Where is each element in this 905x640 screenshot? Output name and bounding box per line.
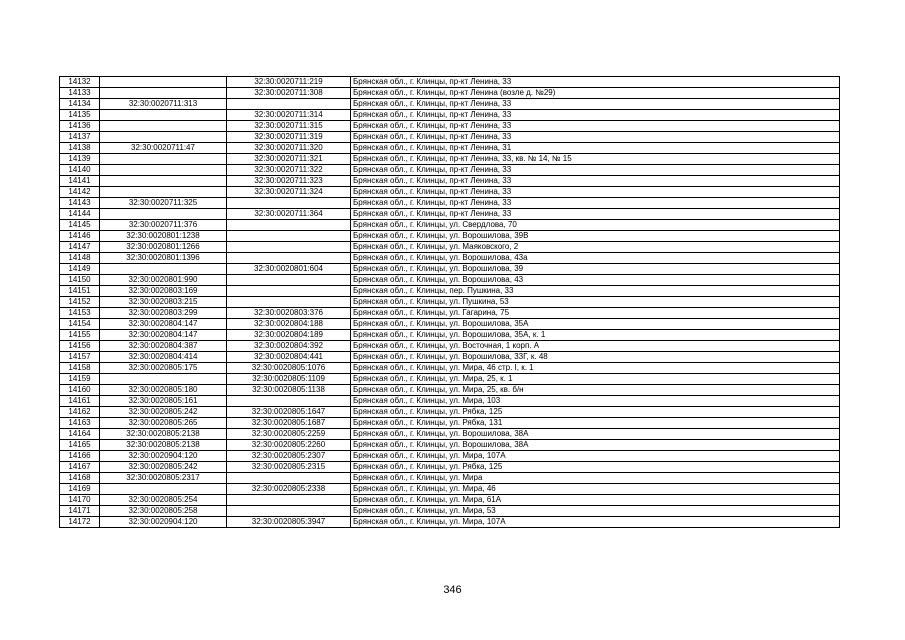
related-cadastral-number-cell bbox=[227, 198, 351, 209]
address-cell: Брянская обл., г. Клинцы, ул. Мира, 61А bbox=[351, 495, 840, 506]
row-number-cell: 14148 bbox=[60, 253, 100, 264]
table-row bbox=[60, 231, 840, 242]
address-cell: Брянская обл., г. Клинцы, ул. Ворошилова, 43а bbox=[351, 253, 840, 264]
table-row bbox=[60, 506, 840, 517]
cadastral-number-cell bbox=[100, 110, 227, 121]
row-number-cell: 14143 bbox=[60, 198, 100, 209]
address-cell: Брянская обл., г. Клинцы, пр-кт Ленина, 33 bbox=[351, 165, 840, 176]
table-row bbox=[60, 187, 840, 198]
related-cadastral-number-cell: 32:30:0020801:604 bbox=[227, 264, 351, 275]
table-row bbox=[60, 154, 840, 165]
cadastral-number-cell: 32:30:0020711:313 bbox=[100, 99, 227, 110]
address-cell: Брянская обл., г. Клинцы, ул. Рябка, 131 bbox=[351, 418, 840, 429]
table-row bbox=[60, 352, 840, 363]
related-cadastral-number-cell: 32:30:0020711:315 bbox=[227, 121, 351, 132]
row-number-cell: 14151 bbox=[60, 286, 100, 297]
table-row bbox=[60, 407, 840, 418]
row-number-cell: 14169 bbox=[60, 484, 100, 495]
cadastral-number-cell: 32:30:0020804:414 bbox=[100, 352, 227, 363]
cadastral-number-cell bbox=[100, 484, 227, 495]
related-cadastral-number-cell bbox=[227, 506, 351, 517]
related-cadastral-number-cell: 32:30:0020805:1138 bbox=[227, 385, 351, 396]
related-cadastral-number-cell bbox=[227, 99, 351, 110]
address-cell: Брянская обл., г. Клинцы, ул. Мира, 107А bbox=[351, 517, 840, 528]
related-cadastral-number-cell: 32:30:0020711:364 bbox=[227, 209, 351, 220]
cadastral-number-cell: 32:30:0020805:2138 bbox=[100, 429, 227, 440]
cadastral-number-cell bbox=[100, 132, 227, 143]
cadastral-number-cell: 32:30:0020804:147 bbox=[100, 330, 227, 341]
cadastral-number-cell bbox=[100, 187, 227, 198]
address-cell: Брянская обл., г. Клинцы, пр-кт Ленина, 33 bbox=[351, 187, 840, 198]
address-cell: Брянская обл., г. Клинцы, ул. Мира, 46 bbox=[351, 484, 840, 495]
table-row bbox=[60, 363, 840, 374]
table-row bbox=[60, 253, 840, 264]
related-cadastral-number-cell: 32:30:0020805:2315 bbox=[227, 462, 351, 473]
related-cadastral-number-cell: 32:30:0020803:376 bbox=[227, 308, 351, 319]
row-number-cell: 14170 bbox=[60, 495, 100, 506]
cadastral-number-cell: 32:30:0020801:1396 bbox=[100, 253, 227, 264]
row-number-cell: 14139 bbox=[60, 154, 100, 165]
address-cell: Брянская обл., г. Клинцы, ул. Гагарина, 75 bbox=[351, 308, 840, 319]
related-cadastral-number-cell: 32:30:0020804:188 bbox=[227, 319, 351, 330]
row-number-cell: 14161 bbox=[60, 396, 100, 407]
cadastral-number-cell: 32:30:0020805:242 bbox=[100, 407, 227, 418]
address-cell: Брянская обл., г. Клинцы, пр-кт Ленина, 33 bbox=[351, 198, 840, 209]
row-number-cell: 14149 bbox=[60, 264, 100, 275]
row-number-cell: 14145 bbox=[60, 220, 100, 231]
table-row bbox=[60, 176, 840, 187]
table-row bbox=[60, 330, 840, 341]
related-cadastral-number-cell: 32:30:0020711:321 bbox=[227, 154, 351, 165]
cadastral-number-cell: 32:30:0020801:990 bbox=[100, 275, 227, 286]
cadastral-number-cell bbox=[100, 209, 227, 220]
row-number-cell: 14152 bbox=[60, 297, 100, 308]
address-cell: Брянская обл., г. Клинцы, ул. Свердлова, 70 bbox=[351, 220, 840, 231]
address-cell: Брянская обл., г. Клинцы, пр-кт Ленина, 31 bbox=[351, 143, 840, 154]
table-row bbox=[60, 396, 840, 407]
table-row bbox=[60, 319, 840, 330]
table-row bbox=[60, 517, 840, 528]
cadastral-number-cell bbox=[100, 165, 227, 176]
cadastral-number-cell: 32:30:0020805:242 bbox=[100, 462, 227, 473]
related-cadastral-number-cell: 32:30:0020804:189 bbox=[227, 330, 351, 341]
row-number-cell: 14136 bbox=[60, 121, 100, 132]
row-number-cell: 14154 bbox=[60, 319, 100, 330]
table-row bbox=[60, 275, 840, 286]
address-cell: Брянская обл., г. Клинцы, ул. Маяковского, 2 bbox=[351, 242, 840, 253]
address-cell: Брянская обл., г. Клинцы, ул. Ворошилова, 35А bbox=[351, 319, 840, 330]
address-cell: Брянская обл., г. Клинцы, ул. Восточная, 1 корп. А bbox=[351, 341, 840, 352]
cadastral-number-cell: 32:30:0020803:215 bbox=[100, 297, 227, 308]
row-number-cell: 14147 bbox=[60, 242, 100, 253]
address-cell: Брянская обл., г. Клинцы, ул. Ворошилова, 39 bbox=[351, 264, 840, 275]
table-row bbox=[60, 374, 840, 385]
cadastral-number-cell: 32:30:0020711:325 bbox=[100, 198, 227, 209]
address-cell: Брянская обл., г. Клинцы, пр-кт Ленина, 33 bbox=[351, 209, 840, 220]
address-cell: Брянская обл., г. Клинцы, ул. Мира, 25, к. 1 bbox=[351, 374, 840, 385]
table-row bbox=[60, 495, 840, 506]
related-cadastral-number-cell: 32:30:0020711:314 bbox=[227, 110, 351, 121]
address-cell: Брянская обл., г. Клинцы, пр-кт Ленина, 33 bbox=[351, 176, 840, 187]
table-row bbox=[60, 429, 840, 440]
cadastral-number-cell: 32:30:0020904:120 bbox=[100, 451, 227, 462]
address-cell: Брянская обл., г. Клинцы, ул. Рябка, 125 bbox=[351, 462, 840, 473]
table-row bbox=[60, 297, 840, 308]
cadastral-number-cell: 32:30:0020711:47 bbox=[100, 143, 227, 154]
row-number-cell: 14153 bbox=[60, 308, 100, 319]
row-number-cell: 14172 bbox=[60, 517, 100, 528]
address-cell: Брянская обл., г. Клинцы, ул. Мира, 53 bbox=[351, 506, 840, 517]
cadastral-number-cell: 32:30:0020805:258 bbox=[100, 506, 227, 517]
cadastral-number-cell bbox=[100, 121, 227, 132]
address-cell: Брянская обл., г. Клинцы, ул. Ворошилова, 35А, к. 1 bbox=[351, 330, 840, 341]
address-cell: Брянская обл., г. Клинцы, ул. Мира, 107А bbox=[351, 451, 840, 462]
row-number-cell: 14146 bbox=[60, 231, 100, 242]
row-number-cell: 14164 bbox=[60, 429, 100, 440]
table-row bbox=[60, 264, 840, 275]
related-cadastral-number-cell: 32:30:0020711:319 bbox=[227, 132, 351, 143]
cadastral-number-cell bbox=[100, 374, 227, 385]
related-cadastral-number-cell bbox=[227, 220, 351, 231]
table-row bbox=[60, 451, 840, 462]
related-cadastral-number-cell: 32:30:0020805:2259 bbox=[227, 429, 351, 440]
cadastral-number-cell: 32:30:0020805:2138 bbox=[100, 440, 227, 451]
address-cell: Брянская обл., г. Клинцы, ул. Ворошилова, 38А bbox=[351, 429, 840, 440]
table-row bbox=[60, 440, 840, 451]
row-number-cell: 14159 bbox=[60, 374, 100, 385]
row-number-cell: 14156 bbox=[60, 341, 100, 352]
related-cadastral-number-cell: 32:30:0020711:308 bbox=[227, 88, 351, 99]
address-cell: Брянская обл., г. Клинцы, пер. Пушкина, 33 bbox=[351, 286, 840, 297]
address-cell: Брянская обл., г. Клинцы, пр-кт Ленина, 33, кв. № 14, № 15 bbox=[351, 154, 840, 165]
table-row bbox=[60, 198, 840, 209]
address-cell: Брянская обл., г. Клинцы, ул. Ворошилова, 33Г, к. 48 bbox=[351, 352, 840, 363]
table-row bbox=[60, 462, 840, 473]
table-row bbox=[60, 473, 840, 484]
table-row bbox=[60, 418, 840, 429]
cadastral-number-cell: 32:30:0020805:265 bbox=[100, 418, 227, 429]
row-number-cell: 14166 bbox=[60, 451, 100, 462]
row-number-cell: 14133 bbox=[60, 88, 100, 99]
address-cell: Брянская обл., г. Клинцы, пр-кт Ленина, 33 bbox=[351, 77, 840, 88]
row-number-cell: 14140 bbox=[60, 165, 100, 176]
related-cadastral-number-cell: 32:30:0020805:2260 bbox=[227, 440, 351, 451]
related-cadastral-number-cell: 32:30:0020805:1109 bbox=[227, 374, 351, 385]
cadastral-number-cell: 32:30:0020803:299 bbox=[100, 308, 227, 319]
address-cell: Брянская обл., г. Клинцы, ул. Ворошилова, 39В bbox=[351, 231, 840, 242]
related-cadastral-number-cell bbox=[227, 396, 351, 407]
related-cadastral-number-cell: 32:30:0020805:2307 bbox=[227, 451, 351, 462]
row-number-cell: 14138 bbox=[60, 143, 100, 154]
row-number-cell: 14132 bbox=[60, 77, 100, 88]
page-number: 346 bbox=[443, 584, 462, 596]
address-cell: Брянская обл., г. Клинцы, ул. Мира, 103 bbox=[351, 396, 840, 407]
row-number-cell: 14135 bbox=[60, 110, 100, 121]
related-cadastral-number-cell: 32:30:0020805:1647 bbox=[227, 407, 351, 418]
related-cadastral-number-cell bbox=[227, 242, 351, 253]
row-number-cell: 14167 bbox=[60, 462, 100, 473]
address-cell: Брянская обл., г. Клинцы, пр-кт Ленина (возле д. №29) bbox=[351, 88, 840, 99]
row-number-cell: 14155 bbox=[60, 330, 100, 341]
related-cadastral-number-cell bbox=[227, 231, 351, 242]
cadastral-number-cell: 32:30:0020803:169 bbox=[100, 286, 227, 297]
related-cadastral-number-cell: 32:30:0020804:441 bbox=[227, 352, 351, 363]
cadastral-number-cell bbox=[100, 88, 227, 99]
row-number-cell: 14157 bbox=[60, 352, 100, 363]
cadastral-number-cell: 32:30:0020904:120 bbox=[100, 517, 227, 528]
cadastral-number-cell: 32:30:0020805:2317 bbox=[100, 473, 227, 484]
related-cadastral-number-cell bbox=[227, 286, 351, 297]
related-cadastral-number-cell bbox=[227, 495, 351, 506]
row-number-cell: 14144 bbox=[60, 209, 100, 220]
address-cell: Брянская обл., г. Клинцы, ул. Пушкина, 53 bbox=[351, 297, 840, 308]
cadastral-number-cell: 32:30:0020805:254 bbox=[100, 495, 227, 506]
related-cadastral-number-cell: 32:30:0020805:3947 bbox=[227, 517, 351, 528]
row-number-cell: 14163 bbox=[60, 418, 100, 429]
address-cell: Брянская обл., г. Клинцы, пр-кт Ленина, 33 bbox=[351, 132, 840, 143]
table-row bbox=[60, 88, 840, 99]
table-row bbox=[60, 341, 840, 352]
cadastral-number-cell bbox=[100, 77, 227, 88]
cadastral-number-cell bbox=[100, 176, 227, 187]
table-row bbox=[60, 286, 840, 297]
address-cell: Брянская обл., г. Клинцы, пр-кт Ленина, 33 bbox=[351, 121, 840, 132]
related-cadastral-number-cell: 32:30:0020805:2338 bbox=[227, 484, 351, 495]
row-number-cell: 14142 bbox=[60, 187, 100, 198]
related-cadastral-number-cell: 32:30:0020805:1076 bbox=[227, 363, 351, 374]
table-row bbox=[60, 77, 840, 88]
registry-table-body bbox=[60, 77, 840, 528]
row-number-cell: 14160 bbox=[60, 385, 100, 396]
address-cell: Брянская обл., г. Клинцы, пр-кт Ленина, 33 bbox=[351, 110, 840, 121]
table-row bbox=[60, 484, 840, 495]
table-row bbox=[60, 165, 840, 176]
cadastral-number-cell: 32:30:0020801:1238 bbox=[100, 231, 227, 242]
row-number-cell: 14150 bbox=[60, 275, 100, 286]
related-cadastral-number-cell: 32:30:0020711:323 bbox=[227, 176, 351, 187]
row-number-cell: 14137 bbox=[60, 132, 100, 143]
address-cell: Брянская обл., г. Клинцы, ул. Рябка, 125 bbox=[351, 407, 840, 418]
table-row bbox=[60, 385, 840, 396]
table-row bbox=[60, 110, 840, 121]
cadastral-number-cell bbox=[100, 264, 227, 275]
address-cell: Брянская обл., г. Клинцы, ул. Мира, 25, кв. б/н bbox=[351, 385, 840, 396]
related-cadastral-number-cell: 32:30:0020711:320 bbox=[227, 143, 351, 154]
cadastral-number-cell: 32:30:0020804:147 bbox=[100, 319, 227, 330]
related-cadastral-number-cell bbox=[227, 253, 351, 264]
cadastral-number-cell bbox=[100, 154, 227, 165]
table-row bbox=[60, 220, 840, 231]
table-row bbox=[60, 132, 840, 143]
cadastral-number-cell: 32:30:0020805:175 bbox=[100, 363, 227, 374]
related-cadastral-number-cell: 32:30:0020805:1687 bbox=[227, 418, 351, 429]
cadastral-number-cell: 32:30:0020801:1266 bbox=[100, 242, 227, 253]
table-row bbox=[60, 308, 840, 319]
row-number-cell: 14165 bbox=[60, 440, 100, 451]
address-cell: Брянская обл., г. Клинцы, ул. Мира bbox=[351, 473, 840, 484]
address-cell: Брянская обл., г. Клинцы, ул. Ворошилова, 43 bbox=[351, 275, 840, 286]
cadastral-number-cell: 32:30:0020805:180 bbox=[100, 385, 227, 396]
related-cadastral-number-cell: 32:30:0020804:392 bbox=[227, 341, 351, 352]
cadastral-number-cell: 32:30:0020711:376 bbox=[100, 220, 227, 231]
table-row bbox=[60, 99, 840, 110]
table-row bbox=[60, 242, 840, 253]
address-cell: Брянская обл., г. Клинцы, ул. Мира, 46 стр. I, к. 1 bbox=[351, 363, 840, 374]
address-cell: Брянская обл., г. Клинцы, пр-кт Ленина, 33 bbox=[351, 99, 840, 110]
cadastral-number-cell: 32:30:0020805:161 bbox=[100, 396, 227, 407]
table-row bbox=[60, 121, 840, 132]
row-number-cell: 14158 bbox=[60, 363, 100, 374]
related-cadastral-number-cell: 32:30:0020711:322 bbox=[227, 165, 351, 176]
row-number-cell: 14171 bbox=[60, 506, 100, 517]
row-number-cell: 14141 bbox=[60, 176, 100, 187]
row-number-cell: 14134 bbox=[60, 99, 100, 110]
related-cadastral-number-cell bbox=[227, 275, 351, 286]
row-number-cell: 14168 bbox=[60, 473, 100, 484]
table-row bbox=[60, 143, 840, 154]
related-cadastral-number-cell: 32:30:0020711:219 bbox=[227, 77, 351, 88]
registry-table bbox=[59, 76, 840, 528]
cadastral-number-cell: 32:30:0020804:387 bbox=[100, 341, 227, 352]
related-cadastral-number-cell bbox=[227, 297, 351, 308]
table-row bbox=[60, 209, 840, 220]
related-cadastral-number-cell bbox=[227, 473, 351, 484]
related-cadastral-number-cell: 32:30:0020711:324 bbox=[227, 187, 351, 198]
row-number-cell: 14162 bbox=[60, 407, 100, 418]
address-cell: Брянская обл., г. Клинцы, ул. Ворошилова, 38А bbox=[351, 440, 840, 451]
